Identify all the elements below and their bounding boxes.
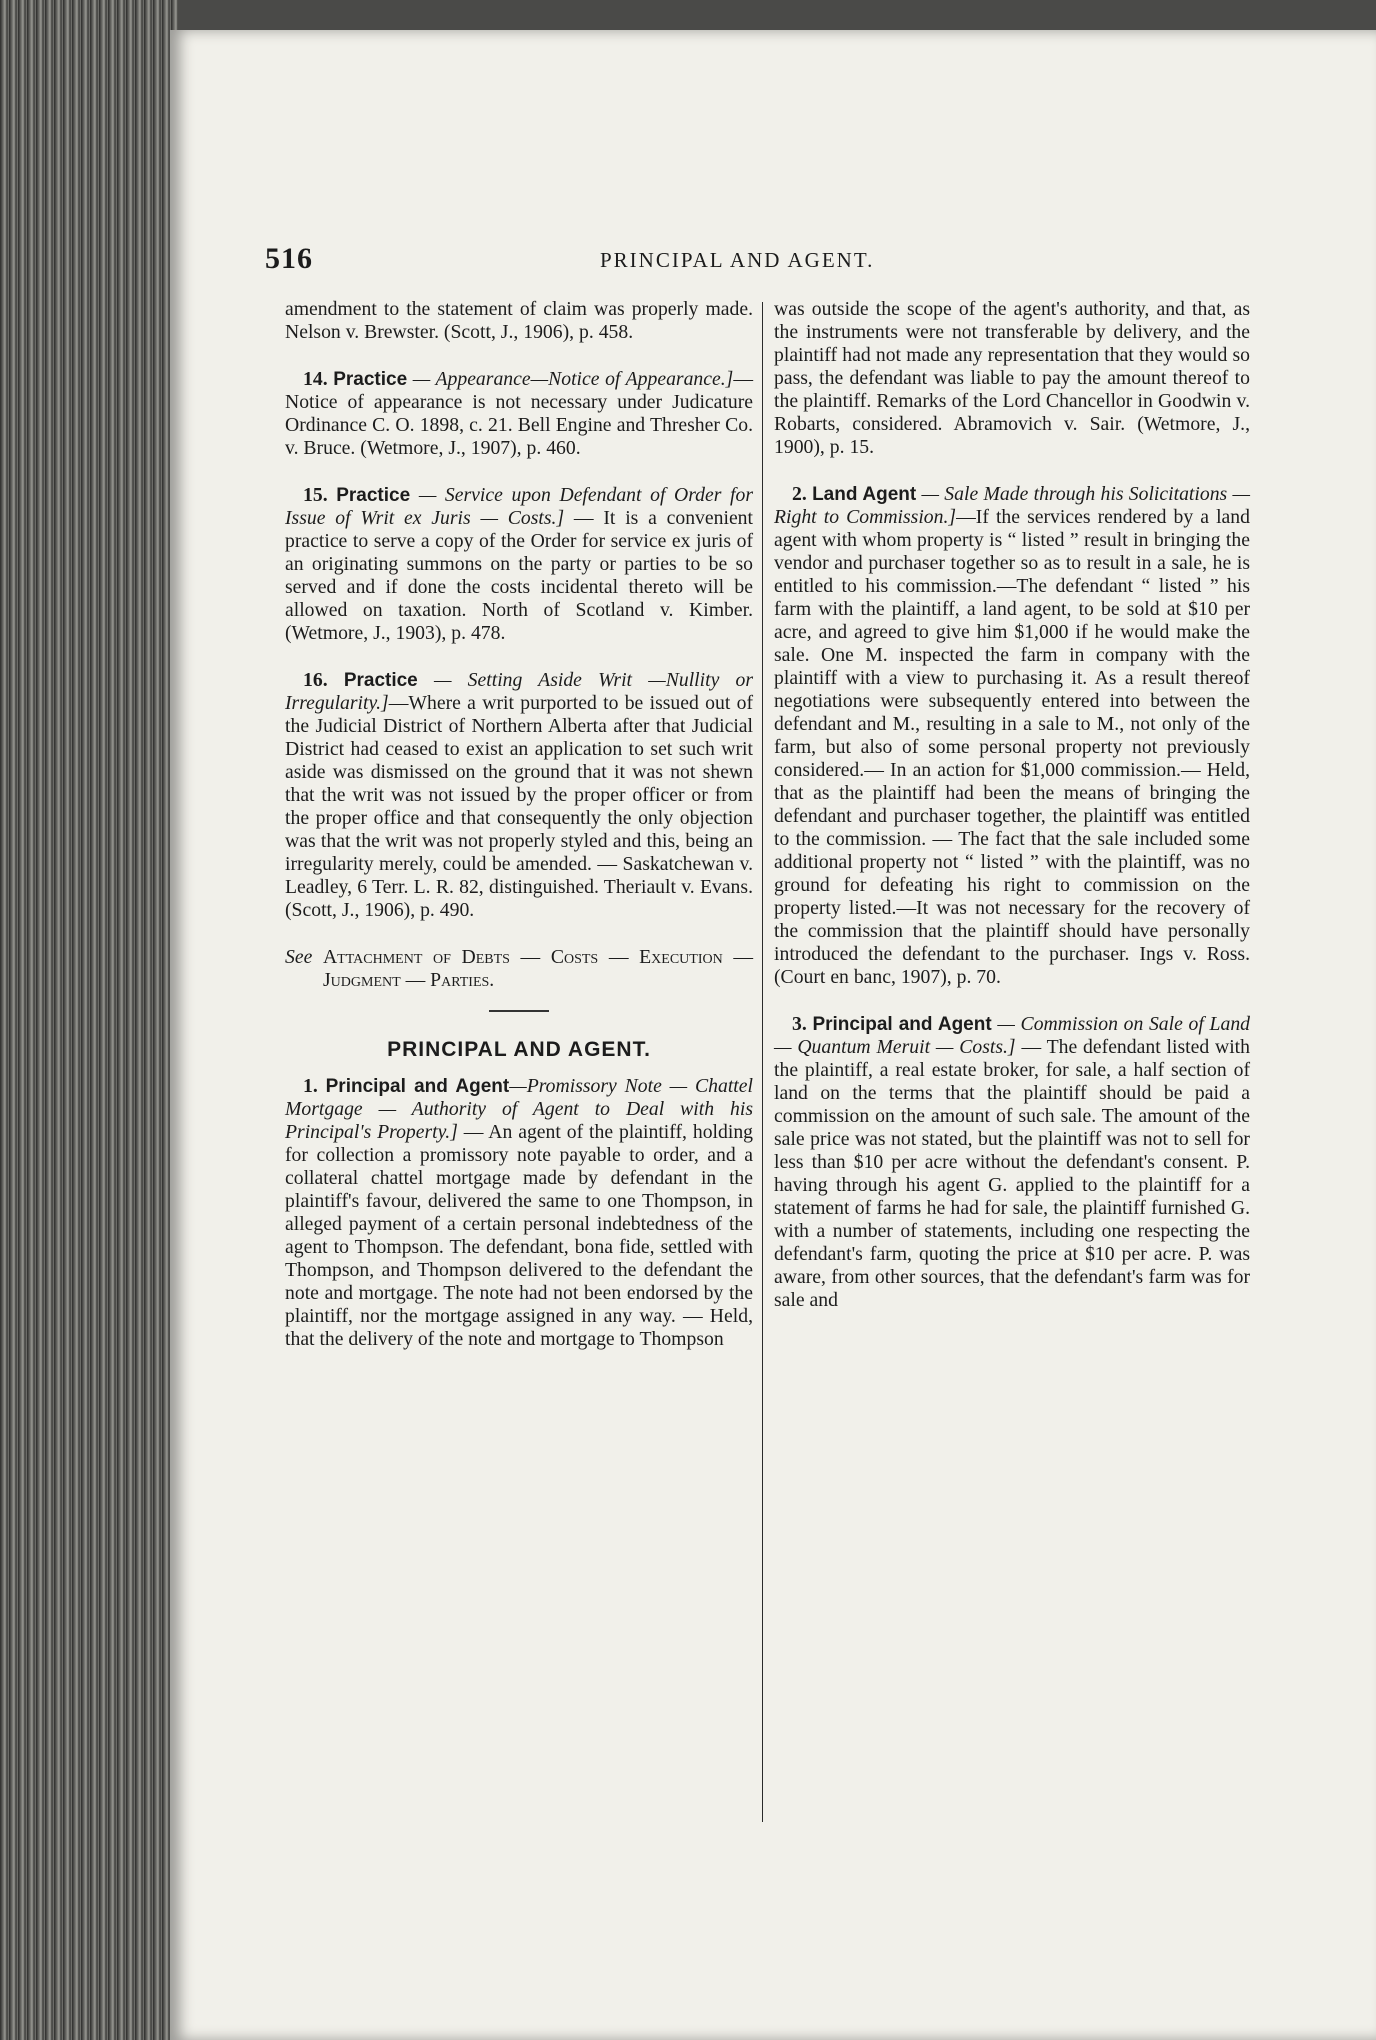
section-title: PRINCIPAL AND AGENT. [387, 1038, 651, 1061]
entry-topic: Practice [336, 485, 411, 506]
running-head: PRINCIPAL AND AGENT. [600, 248, 875, 272]
entry-number: 14. [303, 368, 328, 390]
entry-practice-15 [285, 484, 753, 645]
page-header [170, 242, 1376, 302]
entry-topic: Principal and Agent [812, 1014, 992, 1035]
section-divider [489, 1010, 549, 1012]
entry-number: 3. [792, 1013, 807, 1035]
entry-practice-14 [285, 368, 753, 460]
entry-principal-agent-3 [774, 1013, 1250, 1312]
entry-body: —Where a writ purported to be issued out of the Judicial District of Northern Alberta after that Judicial District had ceased to exist an application to set such writ aside was dismissed on the ground that it was not shewn that the writ was not issued by the proper officer or from the proper office and that consequently the only objection was that the writ was not properly styled and this, being an irregularity merely, could be amended. — Saskatchewan v. Leadley, 6 Terr. L. R. 82, distinguished. Theriault v. Evans. (Scott, J., 1906), p. 490. [285, 692, 753, 921]
entry-topic: Land Agent [812, 484, 917, 505]
page-number: 516 [265, 242, 313, 275]
entry-body: —Notice of appearance is not necessary under Judicature Ordinance C. O. 1898, c. 21. Bell Engine and Thresher Co. v. Bruce. (Wetmore, J., 1907), p. 460. [285, 368, 754, 459]
entry-body: — The defendant listed with the plaintiff, a real estate broker, for sale, a half section of land on the terms that the plaintiff should be paid a commission on the amount of such sale. The amount of the sale price was not stated, but the plaintiff was not to sell for less than $10 per acre without the defendant's consent. P. having through his agent G. applied to the plaintiff for a statement of farms he had for sale, the plaintiff furnished G. with a number of statements, including one respecting the defendant's farm, quoting the price at $10 per acre. P. was aware, from other sources, that the defendant's farm was for sale and [774, 1036, 1251, 1311]
entry-topic: Practice [333, 369, 408, 390]
entry-number: 15. [303, 484, 328, 506]
column-divider [762, 302, 763, 1822]
entry-body: — An agent of the plaintiff, holding for collection a promissory note payable to order, and a collateral chattel mortgage made by defendant in the plaintiff's favour, delivered the same to one Thompson, in alleged payment of a certain personal indebtedness of the agent to Thompson. The defendant, bona fide, settled with Thompson, and Thompson delivered to the defendant the note and mortgage. The note had not been endorsed by the plaintiff, nor the mortgage assigned in any way. — Held, that the delivery of the note and mortgage to Thompson [285, 1121, 754, 1350]
entry-practice-16 [285, 669, 753, 922]
entry-subtopic: — Service upon Defendant of Order for Issue of Writ ex Juris — Costs.] [285, 484, 754, 529]
continued-paragraph: was outside the scope of the agent's authority, and that, as the instruments were not transferable by delivery, and the plaintiff had not made any representation that they would so pass, the defendant was liable to pay the amount thereof to the plaintiff. Remarks of the Lord Chancellor in Goodwin v. Robarts, considered. Abramovich v. Sair. (Wetmore, J., 1900), p. 15. [774, 298, 1250, 458]
entry-subtopic: — Commission on Sale of Land — Quantum Meruit — Costs.] [774, 1013, 1251, 1058]
continued-paragraph: amendment to the statement of claim was properly made. Nelson v. Brewster. (Scott, J., 1906), p. 458. [285, 298, 753, 343]
book-page-edges [0, 0, 178, 2040]
entry-principal-agent-1 [285, 1075, 753, 1351]
see-also-reference [285, 946, 753, 992]
book-page [170, 30, 1376, 2040]
entry-subtopic: — Appearance—Notice of Appearance.] [412, 368, 734, 390]
entry-topic: Practice [343, 670, 418, 691]
entry-topic: Principal and Agent [325, 1076, 510, 1097]
entry-land-agent-2 [774, 483, 1250, 989]
left-column [285, 298, 753, 1375]
entry-number: 16. [303, 669, 328, 691]
entry-body: — It is a convenient practice to serve a copy of the Order for service ex juris of an originating summons on the party or parties to be so served and if done the costs incidental thereto will be allowed on taxation. North of Scotland v. Kimber. (Wetmore, J., 1903), p. 478. [285, 507, 753, 644]
see-references: Attachment of Debts — Costs — Execution — Judgment — Parties. [322, 946, 754, 991]
entry-number: 1. [303, 1075, 318, 1097]
entry-body: —If the services rendered by a land agent with whom property is “ listed ” result in bringing the vendor and purchaser together so as to result in a sale, he is entitled to his commission.—The defendant “ listed ” his farm with the plaintiff, a land agent, to be sold at $10 per acre, and agreed to give him $1,000 if he would make the sale. One M. inspected the farm in company with the plaintiff with a view to purchasing it. As a result thereof negotiations were subsequently entered into between the defendant and M., resulting in a sale to M., not only of the farm, but also of some personal property not previously considered.— In an action for $1,000 commission.— Held, that as the plaintiff had been the means of bringing the defendant and purchaser together, the plaintiff was entitled to the commission. — The fact that the sale included some additional property not “ listed ” with the plaintiff, was no ground for defeating his right to commission on the property listed.—It was not necessary for the recovery of the commission that the plaintiff should have personally introduced the defendant to the purchaser. Ings v. Ross. (Court en banc, 1907), p. 70. [774, 506, 1250, 988]
see-label: See [285, 946, 313, 968]
entry-subtopic: — Sale Made through his Solicitations — Right to Commission.] [774, 483, 1251, 528]
right-column [774, 298, 1250, 1336]
entry-number: 2. [792, 483, 807, 505]
entry-subtopic: —Promissory Note — Chattel Mortgage — Authority of Agent to Deal with his Principal's Property.] [285, 1075, 753, 1143]
entry-subtopic: — Setting Aside Writ —Nullity or Irregularity.] [285, 669, 754, 714]
